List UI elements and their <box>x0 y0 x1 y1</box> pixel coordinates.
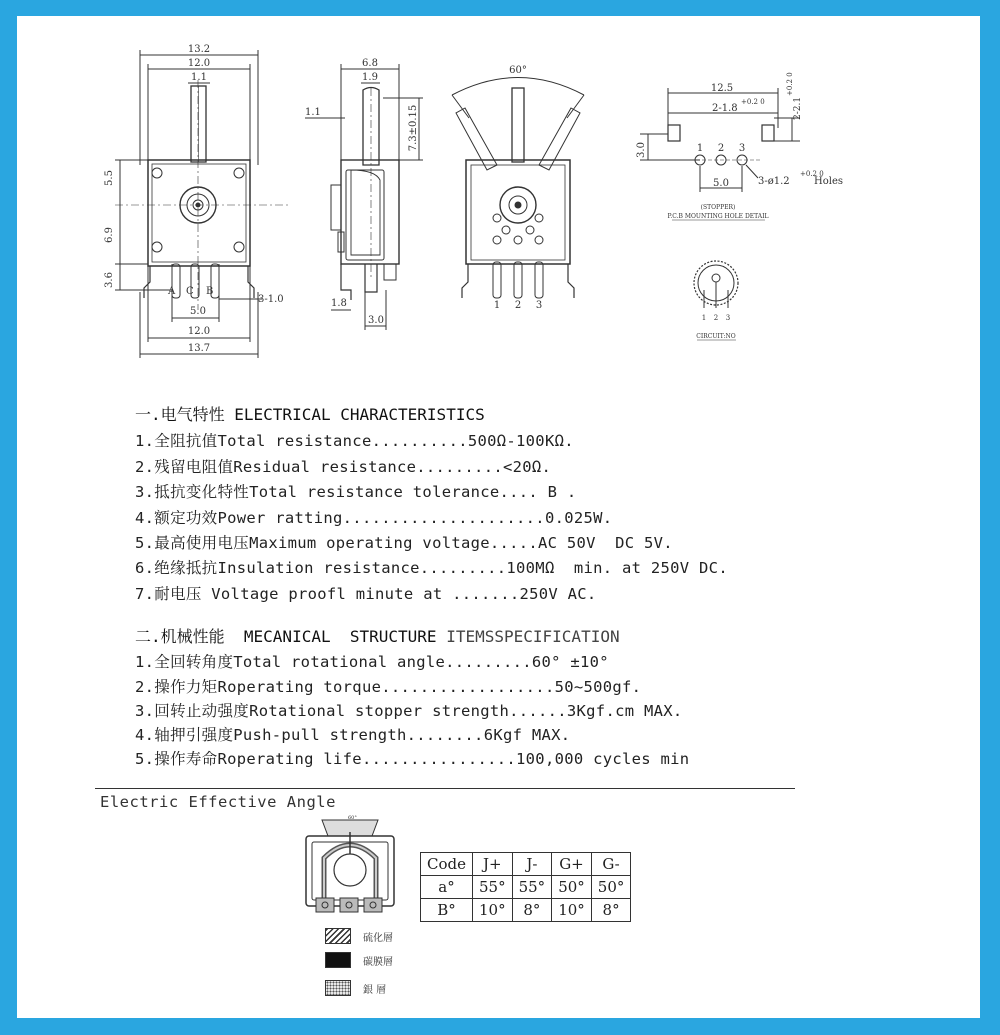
technical-drawings <box>0 0 1000 400</box>
front-pin-dim: 3-1.0 <box>258 294 284 305</box>
black-swatch <box>325 952 351 968</box>
mechanical-heading-main: 二.机械性能 MECANICAL STRUCTURE <box>135 627 447 646</box>
circuit-caption: CIRCUIT:NO <box>696 333 736 340</box>
pin-label-c: C <box>186 286 194 297</box>
side-dim-1-9: 1.9 <box>362 72 378 83</box>
hatched-swatch <box>325 928 351 944</box>
side-dim-height: 7.3±0.15 <box>408 104 419 152</box>
legend-sulfide <box>325 928 393 944</box>
pcb-pitch: 5.0 <box>713 178 729 189</box>
table-cell: G+ <box>552 853 592 876</box>
effective-angle-diagram <box>300 812 400 922</box>
pcb-dim-side-tol: +0.2 0 <box>786 72 794 96</box>
table-row <box>421 876 631 899</box>
legend-carbon <box>325 952 393 968</box>
pcb-holes-note: 3-ø1.2 <box>758 176 790 187</box>
pcb-holes-word: Holes <box>814 176 843 187</box>
mechanical-item-5: 5.操作寿命Roperating life................100,000 cycles min <box>135 750 690 768</box>
side-view <box>305 58 423 330</box>
pcb-dim-height: 3.0 <box>636 142 647 158</box>
table-cell: G- <box>591 853 631 876</box>
mini-angle-label: 60° <box>348 815 357 821</box>
electrical-heading: 一.电气特性 ELECTRICAL CHARACTERISTICS <box>135 405 485 424</box>
pcb-dim-slot-tol: +0.2 0 <box>741 98 765 106</box>
pcb-holes-tol: +0.2 0 <box>800 170 824 178</box>
front-dim-5-5: 5.5 <box>104 170 115 186</box>
electrical-item-1: 1.全阻抗值Total resistance..........500Ω-100KΩ. <box>135 432 574 450</box>
legend-label-3: 銀 層 <box>363 984 387 996</box>
dotted-swatch <box>325 980 351 996</box>
section-divider <box>95 788 795 789</box>
code-table <box>420 852 631 922</box>
table-cell: B° <box>421 899 473 922</box>
rear-pin-1: 1 <box>493 300 501 311</box>
legend-label-2: 碳膜層 <box>363 956 393 968</box>
table-row <box>421 899 631 922</box>
table-cell: 8° <box>591 899 631 922</box>
pcb-dim-side: 2-2.1 <box>793 96 803 120</box>
pin-label-a: A <box>168 286 176 297</box>
table-cell: 50° <box>591 876 631 899</box>
table-cell: 55° <box>512 876 552 899</box>
front-view <box>104 44 290 358</box>
pcb-caption-detail: P.C.B MOUNTING HOLE DETAIL <box>667 213 769 220</box>
electrical-item-2: 2.残留电阻值Residual resistance.........<20Ω. <box>135 458 552 476</box>
circuit-pin-3: 3 <box>725 314 731 322</box>
table-cell: Code <box>421 853 473 876</box>
pcb-hole-label-3: 3 <box>738 143 746 154</box>
legend-label-1: 硫化層 <box>363 932 393 944</box>
mechanical-item-4: 4.轴押引强度Push-pull strength........6Kgf MAX. <box>135 726 571 744</box>
electrical-item-5: 5.最高使用电压Maximum operating voltage.....AC 50V DC 5V. <box>135 534 673 552</box>
front-dim-1-1: 1.1 <box>191 72 207 83</box>
pcb-dim-slot: 2-1.8 <box>712 103 738 114</box>
front-dim-5-0: 5.0 <box>190 306 206 317</box>
side-dim-3-0: 3.0 <box>368 315 384 326</box>
table-cell: 50° <box>552 876 592 899</box>
front-dim-12-0-top: 12.0 <box>187 58 211 69</box>
electrical-item-6: 6.绝缘抵抗Insulation resistance.........100MΩ min. at 250V DC. <box>135 559 728 577</box>
front-dim-12-0-bottom: 12.0 <box>187 326 211 337</box>
code-table-header <box>421 853 631 876</box>
front-dim-13-7: 13.7 <box>187 343 211 354</box>
circuit-symbol <box>694 261 738 340</box>
table-cell: 10° <box>552 899 592 922</box>
front-dim-6-9: 6.9 <box>104 227 115 243</box>
mechanical-heading <box>135 624 620 647</box>
rear-pin-3: 3 <box>535 300 543 311</box>
pcb-dim-width: 12.5 <box>710 83 734 94</box>
circuit-pin-2: 2 <box>713 314 719 322</box>
pcb-hole-label-1: 1 <box>696 143 704 154</box>
table-cell: J+ <box>473 853 513 876</box>
table-cell: a° <box>421 876 473 899</box>
mechanical-item-3: 3.回转止动强度Rotational stopper strength......3Kgf.cm MAX. <box>135 702 683 720</box>
circuit-pin-1: 1 <box>701 314 707 322</box>
pcb-caption-stopper: (STOPPER) <box>700 204 736 211</box>
rear-angle-label: 60° <box>509 65 527 76</box>
side-dim-6-8: 6.8 <box>362 58 378 69</box>
table-cell: 8° <box>512 899 552 922</box>
legend-silver <box>325 980 386 996</box>
effective-angle-title: Electric Effective Angle <box>100 793 336 811</box>
rear-pin-2: 2 <box>514 300 522 311</box>
pin-label-b: B <box>206 286 214 297</box>
front-dim-13-2: 13.2 <box>187 44 211 55</box>
rear-view <box>452 65 584 311</box>
mechanical-heading-sub: ITEMSSPECIFICATION <box>446 627 620 646</box>
electrical-item-4: 4.额定功效Power ratting.....................0.025W. <box>135 509 613 527</box>
side-dim-1-1: 1.1 <box>305 107 321 118</box>
mechanical-item-1: 1.全回转角度Total rotational angle.........60° ±10° <box>135 653 609 671</box>
electrical-item-3: 3.抵抗变化特性Total resistance tolerance.... B . <box>135 483 577 501</box>
pcb-hole-label-2: 2 <box>717 143 725 154</box>
mechanical-item-2: 2.操作力矩Roperating torque..................50~500gf. <box>135 678 642 696</box>
table-cell: 10° <box>473 899 513 922</box>
table-cell: 55° <box>473 876 513 899</box>
pcb-hole-detail <box>636 72 843 220</box>
front-dim-3-6: 3.6 <box>104 272 115 288</box>
table-cell: J- <box>512 853 552 876</box>
electrical-item-7: 7.耐电压 Voltage proofl minute at .......250V AC. <box>135 585 597 603</box>
side-dim-1-8: 1.8 <box>331 298 347 309</box>
